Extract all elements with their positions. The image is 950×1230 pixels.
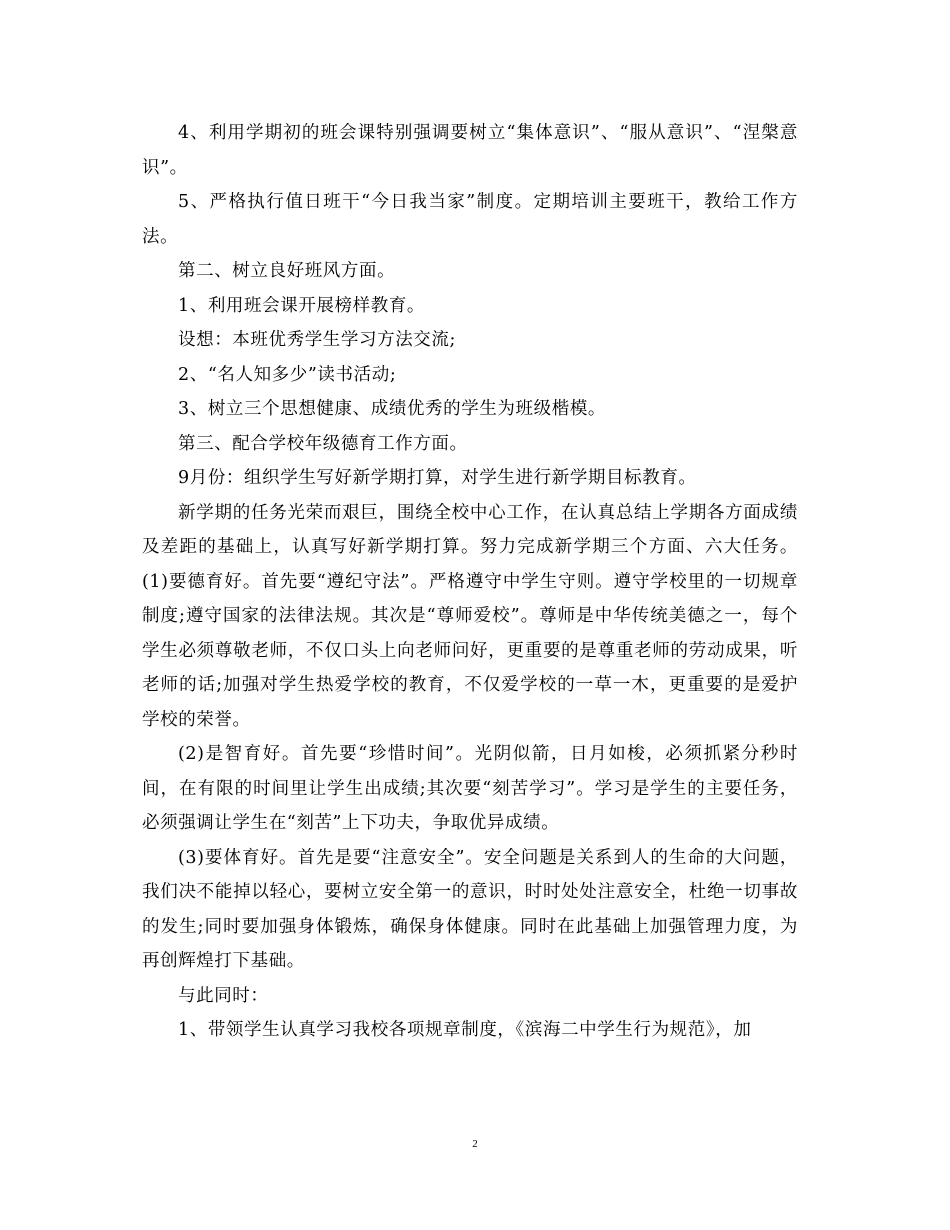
paragraph-2: 5、严格执行值日班干“今日我当家”制度。定期培训主要班干，教给工作方法。	[142, 192, 798, 247]
paragraph-7: 3、树立三个思想健康、成绩优秀的学生为班级楷模。	[178, 399, 607, 419]
paragraph-10: 新学期的任务光荣而艰巨，围绕全校中心工作，在认真总结上学期各方面成绩及差距的基础上，认真写好新学期打算。努力完成新学期三个方面、六大任务。(1)要德育好。首先要“遵纪守法”。严格遵守中学生守则。遵守学校里的一切规章制度;遵守国家的法律法规。其次是“尊师爱校”。尊师是中华传统美德之一，每个学生必须尊敬老师，不仅口头上向老师问好，更重要的是尊重老师的劳动成果，听老师的话;加强对学生热爱学校的教育，不仅爱学校的一草一木，更重要的是爱护学校的荣誉。	[142, 502, 798, 730]
paragraph-4: 1、利用班会课开展榜样教育。	[178, 295, 426, 316]
paragraph-13: 与此同时：	[178, 985, 269, 1006]
paragraph-1: 4、利用学期初的班会课特别强调要树立“集体意识”、“服从意识”、“涅槃意识”。	[142, 123, 798, 178]
paragraph-9: 9月份：组织学生写好新学期打算，对学生进行新学期目标教育。	[178, 468, 697, 488]
paragraph-8: 第三、配合学校年级德育工作方面。	[178, 433, 468, 454]
paragraph-3: 第二、树立良好班风方面。	[178, 261, 396, 281]
paragraph-5: 设想：本班优秀学生学习方法交流;	[178, 330, 456, 350]
page-number: 2	[472, 1138, 478, 1150]
paragraph-6: 2、“名人知多少”读书活动;	[178, 364, 397, 385]
paragraph-11: (2)是智育好。首先要“珍惜时间”。光阴似箭，日月如梭，必须抓紧分秒时间，在有限的时间里让学生出成绩;其次要“刻苦学习”。学习是学生的主要任务，必须强调让学生在“刻苦”上下功夫，争取优异成绩。	[142, 744, 798, 833]
paragraph-14: 1、带领学生认真学习我校各项规章制度，《滨海二中学生行为规范》，加	[178, 1020, 752, 1040]
paragraph-12: (3)要体育好。首先是要“注意安全”。安全问题是关系到人的生命的大问题，我们决不能掉以轻心，要树立安全第一的意识，时时处处注意安全，杜绝一切事故的发生;同时要加强身体锻炼，确保身体健康。同时在此基础上加强管理力度，为再创辉煌打下基础。	[142, 847, 798, 971]
document-body	[142, 116, 798, 1048]
